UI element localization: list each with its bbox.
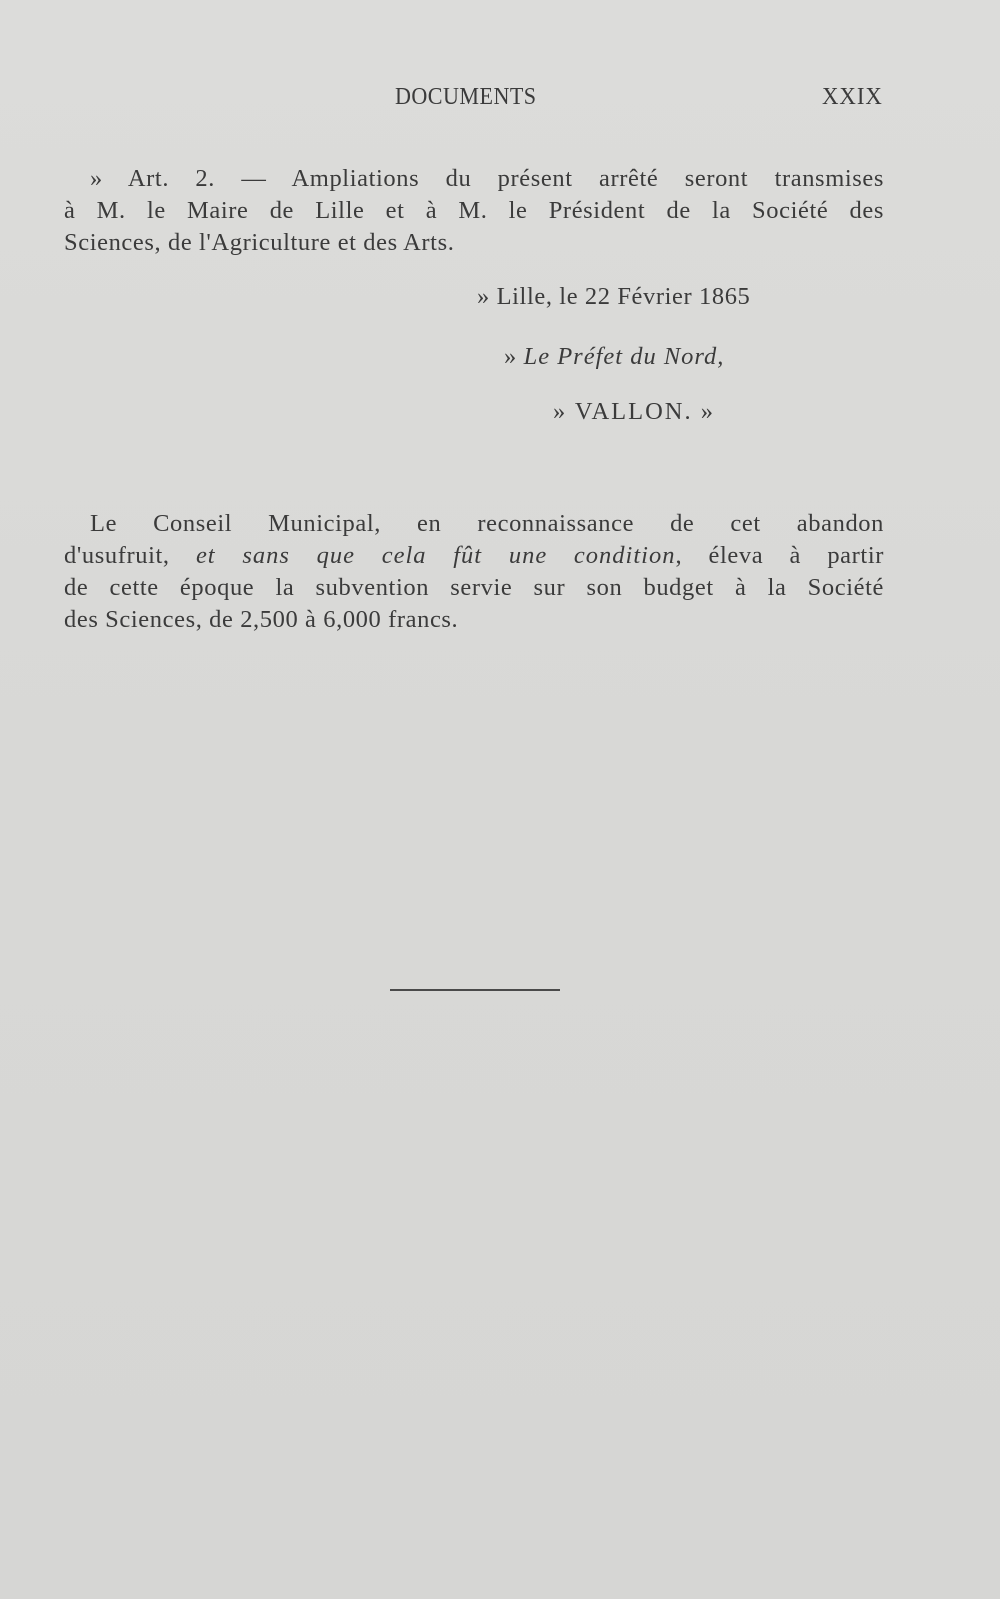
article-paragraph <box>64 163 884 259</box>
council-line-end: , éleva à partir <box>675 542 884 569</box>
page-number: XXIX <box>822 84 883 110</box>
article-line: Sciences, de l'Agriculture et des Arts. <box>64 229 455 256</box>
council-paragraph <box>64 508 884 636</box>
council-line: de cette époque la subvention servie sur son budget à la Société <box>64 574 884 601</box>
council-line <box>64 540 884 572</box>
running-title: DOCUMENTS <box>395 84 537 110</box>
article-line: à M. le Maire de Lille et à M. le Président de la Société des <box>64 197 884 224</box>
signoff-prefect-prefix: » <box>504 343 524 370</box>
article-line: » Art. 2. — Ampliations du présent arrêté seront transmises <box>90 165 884 192</box>
signoff-name: » VALLON. » <box>553 398 715 425</box>
signoff-prefect <box>504 343 724 371</box>
council-line: des Sciences, de 2,500 à 6,000 francs. <box>64 606 459 633</box>
running-head <box>0 84 1000 114</box>
council-line-italic: et sans que cela fût une condition <box>195 542 676 569</box>
signoff-date: » Lille, le 22 Février 1865 <box>477 283 751 310</box>
section-end-rule <box>390 989 560 991</box>
council-line-start: d'usufruit, <box>64 542 196 569</box>
council-line: Le Conseil Municipal, en reconnaissance de cet abandon <box>90 510 884 537</box>
signoff-prefect-title: Le Préfet du Nord, <box>523 343 725 370</box>
